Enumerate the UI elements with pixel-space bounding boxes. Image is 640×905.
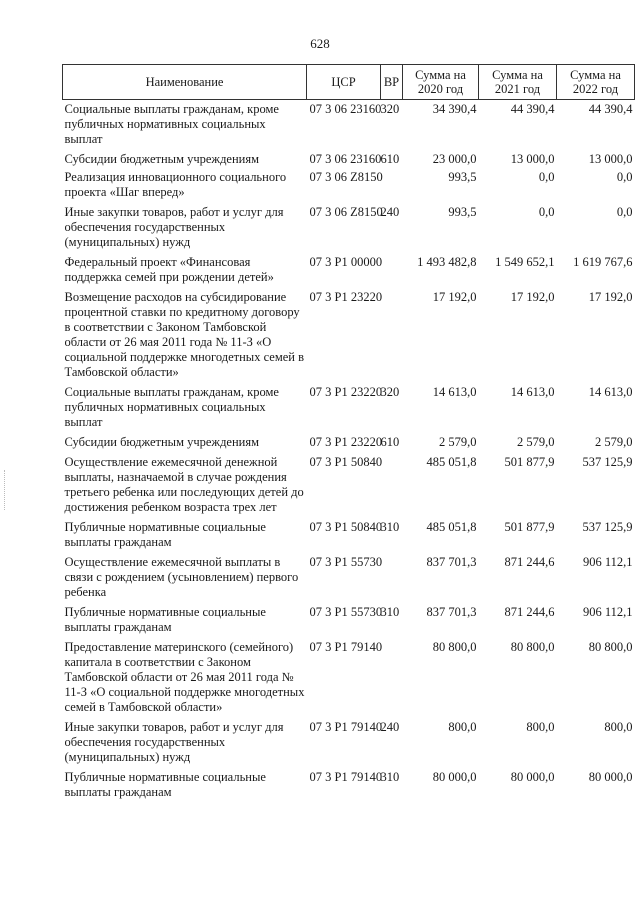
row-sum-2022: 906 112,1 [582, 605, 633, 619]
row-sum-2022: 13 000,0 [588, 152, 633, 166]
table-row [63, 380, 635, 430]
row-name: Субсидии бюджетным учреждениям [64, 435, 260, 449]
row-sum-2020: 993,5 [448, 170, 477, 184]
row-name: Иные закупки товаров, работ и услуг для обеспечения государственных (муниципальных) нужд [64, 720, 284, 764]
table-row [63, 167, 635, 200]
row-name: Социальные выплаты гражданам, кроме публичных нормативных социальных выплат [64, 102, 279, 146]
row-csr: 07 3 06 23160 [309, 152, 382, 166]
row-name: Предоставление материнского (семейного) капитала в соответствии с Законом Тамбовской области от 26 мая 2011 года № 11-З «О социальной поддержке многодетных семей в Тамбовской области» [64, 640, 305, 714]
row-csr: 07 3 06 Z8150 [309, 170, 383, 184]
row-sum-2021: 80 800,0 [510, 640, 555, 654]
row-sum-2021: 13 000,0 [510, 152, 555, 166]
row-sum-2020: 837 701,3 [426, 605, 477, 619]
table-body [63, 100, 635, 801]
table-row [63, 550, 635, 600]
table-row [63, 715, 635, 765]
row-vr [381, 167, 403, 200]
row-csr: 07 3 P1 79140 [309, 770, 383, 784]
row-vr: 610 [380, 435, 400, 449]
header-sum-2022: Сумма на 2022 год [557, 65, 635, 100]
row-sum-2021: 17 192,0 [510, 290, 555, 304]
row-csr: 07 3 P1 00000 [309, 255, 383, 269]
row-name: Иные закупки товаров, работ и услуг для обеспечения государственных (муниципальных) нужд [64, 205, 284, 249]
row-sum-2022: 14 613,0 [588, 385, 633, 399]
row-vr: 310 [380, 605, 400, 619]
table-row [63, 765, 635, 800]
row-vr [381, 250, 403, 285]
row-csr: 07 3 P1 79140 [309, 720, 383, 734]
table-row [63, 515, 635, 550]
row-sum-2021: 2 579,0 [517, 435, 555, 449]
row-sum-2020: 80 000,0 [432, 770, 477, 784]
row-sum-2022: 80 000,0 [588, 770, 633, 784]
row-sum-2020: 485 051,8 [426, 455, 477, 469]
row-sum-2021: 80 000,0 [510, 770, 555, 784]
table-row [63, 450, 635, 515]
row-name: Осуществление ежемесячной выплаты в связи с рождением (усыновлением) первого ребенка [64, 555, 299, 599]
row-sum-2020: 14 613,0 [432, 385, 477, 399]
row-vr [381, 550, 403, 600]
row-sum-2020: 1 493 482,8 [417, 255, 477, 269]
row-name: Публичные нормативные социальные выплаты гражданам [64, 770, 266, 799]
row-csr: 07 3 P1 55730 [309, 555, 383, 569]
row-csr: 07 3 P1 50840 [309, 455, 383, 469]
row-name: Возмещение расходов на субсидирование процентной ставки по кредитному договору в соответствии с Законом Тамбовской области от 26 мая 2011 года № 11-З «О социальной поддержке многодетных семей в Тамбовской области» [64, 290, 305, 379]
row-sum-2020: 993,5 [448, 205, 477, 219]
row-vr: 240 [380, 720, 400, 734]
header-csr: ЦСР [307, 65, 381, 100]
budget-table [62, 64, 635, 800]
row-sum-2021: 1 549 652,1 [495, 255, 555, 269]
row-sum-2022: 44 390,4 [588, 102, 633, 116]
row-sum-2021: 501 877,9 [504, 520, 555, 534]
row-csr: 07 3 P1 23220 [309, 290, 383, 304]
table-row [63, 600, 635, 635]
table-row [63, 430, 635, 450]
table-row [63, 635, 635, 715]
row-sum-2020: 2 579,0 [439, 435, 477, 449]
row-vr: 240 [380, 205, 400, 219]
row-vr [381, 635, 403, 715]
row-sum-2022: 17 192,0 [588, 290, 633, 304]
page-number: 628 [310, 36, 330, 51]
table-row [63, 285, 635, 380]
row-sum-2021: 501 877,9 [504, 455, 555, 469]
row-name: Федеральный проект «Финансовая поддержка семей при рождении детей» [64, 255, 274, 284]
row-sum-2022: 800,0 [604, 720, 633, 734]
row-name: Осуществление ежемесячной денежной выплаты, назначаемой в случае рождения третьего ребенка или последующих детей до достижения ребенком возраста трех лет [64, 455, 304, 514]
table-row [63, 200, 635, 250]
row-sum-2020: 80 800,0 [432, 640, 477, 654]
row-sum-2022: 1 619 767,6 [573, 255, 633, 269]
row-sum-2022: 906 112,1 [582, 555, 633, 569]
row-vr: 310 [380, 770, 400, 784]
header-vr: ВР [381, 65, 403, 100]
row-sum-2022: 2 579,0 [595, 435, 633, 449]
row-csr: 07 3 P1 55730 [309, 605, 383, 619]
table-row [63, 250, 635, 285]
row-sum-2022: 537 125,9 [582, 520, 633, 534]
row-csr: 07 3 P1 79140 [309, 640, 383, 654]
row-sum-2021: 14 613,0 [510, 385, 555, 399]
row-sum-2021: 0,0 [538, 170, 555, 184]
row-vr: 610 [380, 152, 400, 166]
table-row [63, 147, 635, 167]
row-sum-2022: 0,0 [616, 205, 633, 219]
row-sum-2020: 23 000,0 [432, 152, 477, 166]
table-header [63, 65, 635, 100]
row-csr: 07 3 P1 23220 [309, 385, 383, 399]
row-sum-2020: 800,0 [448, 720, 477, 734]
header-name: Наименование [63, 65, 307, 100]
row-sum-2021: 0,0 [538, 205, 555, 219]
row-sum-2021: 44 390,4 [510, 102, 555, 116]
row-sum-2021: 871 244,6 [504, 555, 555, 569]
row-vr: 320 [380, 385, 400, 399]
row-sum-2021: 871 244,6 [504, 605, 555, 619]
row-sum-2022: 0,0 [616, 170, 633, 184]
row-sum-2020: 34 390,4 [432, 102, 477, 116]
row-vr: 320 [380, 102, 400, 116]
row-vr [381, 450, 403, 515]
row-vr [381, 285, 403, 380]
row-sum-2022: 537 125,9 [582, 455, 633, 469]
header-sum-2020: Сумма на 2020 год [403, 65, 479, 100]
row-sum-2020: 837 701,3 [426, 555, 477, 569]
margin-mark [4, 470, 8, 510]
header-sum-2021: Сумма на 2021 год [479, 65, 557, 100]
table-row [63, 100, 635, 148]
row-vr: 310 [380, 520, 400, 534]
row-name: Субсидии бюджетным учреждениям [64, 152, 260, 166]
row-csr: 07 3 P1 23220 [309, 435, 383, 449]
row-sum-2020: 485 051,8 [426, 520, 477, 534]
row-name: Публичные нормативные социальные выплаты гражданам [64, 605, 266, 634]
row-csr: 07 3 06 23160 [309, 102, 382, 116]
row-csr: 07 3 06 Z8150 [309, 205, 383, 219]
row-name: Социальные выплаты гражданам, кроме публичных нормативных социальных выплат [64, 385, 279, 429]
row-name: Публичные нормативные социальные выплаты гражданам [64, 520, 266, 549]
row-csr: 07 3 P1 50840 [309, 520, 383, 534]
row-sum-2021: 800,0 [526, 720, 555, 734]
row-name: Реализация инновационного социального проекта «Шаг вперед» [64, 170, 287, 199]
row-sum-2020: 17 192,0 [432, 290, 477, 304]
row-sum-2022: 80 800,0 [588, 640, 633, 654]
